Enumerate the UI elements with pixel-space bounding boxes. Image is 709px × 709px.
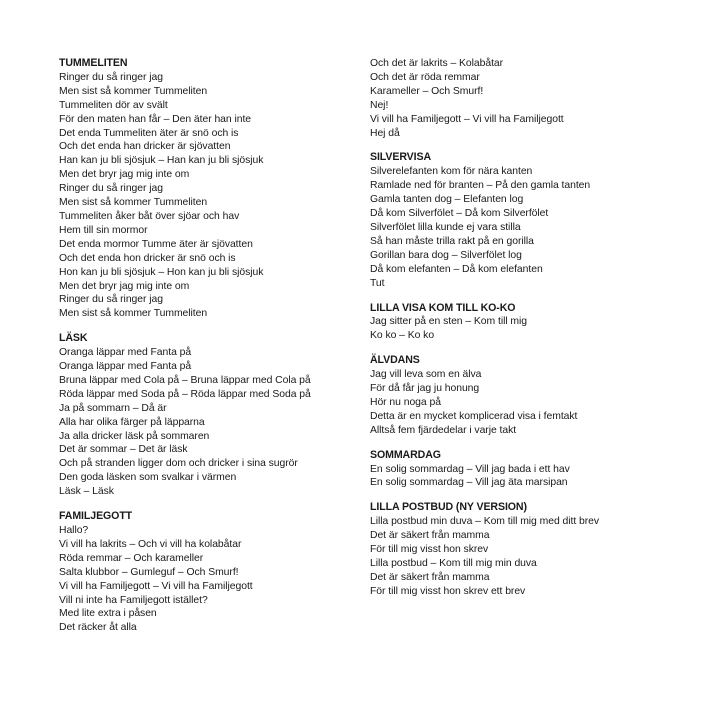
song-title: LÄSK: [59, 332, 88, 345]
lyric-line: Ko ko – Ko ko: [370, 330, 435, 342]
lyric-line: Vi vill ha lakrits – Och vi vill ha kolabåtar: [59, 538, 242, 550]
lyric-line: Men det bryr jag mig inte om: [59, 169, 190, 181]
lyric-line: För den maten han får – Den äter han inte: [59, 113, 252, 125]
lyric-line: Ringer du så ringer jag: [59, 294, 163, 306]
lyric-line: Lilla postbud min duva – Kom till mig med ditt brev: [370, 516, 600, 528]
lyric-line: Så han måste trilla rakt på en gorilla: [370, 235, 534, 247]
song-sommardag: [370, 449, 670, 491]
lyric-line: Ringer du så ringer jag: [59, 183, 163, 195]
lyric-line: Han kan ju bli sjösjuk – Han kan ju bli sjösjuk: [59, 155, 264, 167]
song-title: LILLA POSTBUD (NY VERSION): [370, 501, 527, 514]
song-title: LILLA VISA KOM TILL KO-KO: [370, 301, 516, 314]
lyric-line: För till mig visst hon skrev ett brev: [370, 585, 526, 597]
lyric-line: Men sist så kommer Tummeliten: [59, 85, 208, 97]
lyric-line: Röda remmar – Och karameller: [59, 552, 204, 564]
lyric-line: Oranga läppar med Fanta på: [59, 347, 192, 359]
lyric-line: Gorillan bara dog – Silverfölet log: [370, 249, 522, 261]
lyrics-column-right: [370, 57, 670, 610]
lyric-line: Hej då: [370, 127, 400, 139]
lyric-line: Då kom Silverfölet – Då kom Silverfölet: [370, 208, 549, 220]
lyric-line: Jag vill leva som en älva: [370, 369, 482, 381]
lyric-line: Och det enda hon dricker är snö och is: [59, 252, 236, 264]
lyrics-column-left: [59, 57, 349, 646]
lyric-line: En solig sommardag – Vill jag äta marsipan: [370, 477, 568, 489]
lyric-line: För till mig visst hon skrev: [370, 544, 489, 556]
lyric-line: Oranga läppar med Fanta på: [59, 361, 192, 373]
lyric-line: Silverfölet lilla kunde ej vara stilla: [370, 221, 521, 233]
song-title: SILVERVISA: [370, 151, 432, 164]
lyric-line: Det räcker åt alla: [59, 622, 137, 634]
lyric-line: Nej!: [370, 99, 389, 111]
lyric-line: Ramlade ned för branten – På den gamla tanten: [370, 180, 591, 192]
lyric-line: Gamla tanten dog – Elefanten log: [370, 194, 524, 206]
lyric-line: Hallo?: [59, 525, 89, 536]
lyric-line: En solig sommardag – Vill jag bada i ett hav: [370, 463, 570, 475]
song-familjegott: [59, 510, 349, 635]
lyric-line: Men sist så kommer Tummeliten: [59, 197, 208, 209]
song-lilla-postbud-ny-version: [370, 501, 670, 598]
lyric-line: Och det enda han dricker är sjövatten: [59, 141, 231, 153]
lyric-line: Lilla postbud – Kom till mig min duva: [370, 558, 537, 569]
lyric-line: Salta klubbor – Gumleguf – Och Smurf!: [59, 566, 239, 578]
lyric-line: Bruna läppar med Cola på – Bruna läppar med Cola på: [59, 374, 311, 386]
lyric-line: Ja alla dricker läsk på sommaren: [59, 430, 210, 442]
lyric-line: Och det är lakrits – Kolabåtar: [370, 58, 504, 69]
song-lilla-visa-kom-till-ko-ko: [370, 302, 670, 344]
lyric-line: Tut: [370, 277, 385, 289]
lyric-line: Med lite extra i påsen: [59, 608, 157, 620]
lyric-line: Det enda Tummeliten äter är snö och is: [59, 127, 239, 139]
lyric-line: För då får jag ju honung: [370, 383, 480, 395]
lyric-line: Silverelefanten kom för nära kanten: [370, 166, 533, 178]
lyric-line: Vill ni inte ha Familjegott istället?: [59, 594, 208, 606]
lyric-line: Det är säkert från mamma: [370, 571, 490, 583]
song-lask: [59, 332, 349, 499]
lyric-line: Vi vill ha Familjegott – Vi vill ha Familjegott: [370, 113, 564, 125]
lyric-line: Det enda mormor Tumme äter är sjövatten: [59, 238, 253, 250]
song-silvervisa: [370, 151, 670, 290]
lyric-line: Alla har olika färger på läpparna: [59, 416, 205, 428]
lyric-line: Alltså fem fjärdedelar i varje takt: [370, 424, 517, 436]
song-title: TUMMELITEN: [59, 57, 128, 69]
lyric-line: Hör nu noga på: [370, 396, 441, 408]
lyric-line: Den goda läsken som svalkar i värmen: [59, 472, 237, 484]
lyric-line: Jag sitter på en sten – Kom till mig: [370, 316, 528, 328]
lyric-line: Röda läppar med Soda på – Röda läppar med Soda på: [59, 388, 311, 400]
lyric-line: Hem till sin mormor: [59, 224, 148, 236]
lyric-line: Och på stranden ligger dom och dricker i sina sugrör: [59, 458, 298, 470]
lyric-line: Det är sommar – Det är läsk: [59, 444, 188, 456]
lyric-line: Ringer du så ringer jag: [59, 71, 163, 83]
lyric-line: Tummeliten dör av svält: [59, 99, 168, 111]
lyric-line: Men sist så kommer Tummeliten: [59, 308, 208, 320]
song-alvdans: [370, 354, 670, 437]
lyric-line: Vi vill ha Familjegott – Vi vill ha Familjegott: [59, 580, 253, 592]
song-continued: [370, 57, 670, 140]
lyric-line: Då kom elefanten – Då kom elefanten: [370, 263, 543, 275]
lyric-line: Tummeliten åker båt över sjöar och hav: [59, 210, 240, 222]
song-title: SOMMARDAG: [370, 448, 441, 461]
song-title: ÄLVDANS: [370, 354, 420, 367]
lyric-line: Hon kan ju bli sjösjuk – Hon kan ju bli sjösjuk: [59, 266, 264, 278]
lyric-line: Läsk – Läsk: [59, 486, 114, 498]
lyric-line: Men det bryr jag mig inte om: [59, 280, 190, 292]
lyric-line: Karameller – Och Smurf!: [370, 85, 484, 97]
song-title: FAMILJEGOTT: [59, 510, 133, 523]
song-tummeliten: [59, 57, 349, 321]
lyric-line: Och det är röda remmar: [370, 71, 480, 83]
lyric-line: Ja på sommarn – Då är: [59, 402, 167, 414]
lyric-line: Detta är en mycket komplicerad visa i femtakt: [370, 410, 578, 422]
lyric-line: Det är säkert från mamma: [370, 530, 490, 542]
